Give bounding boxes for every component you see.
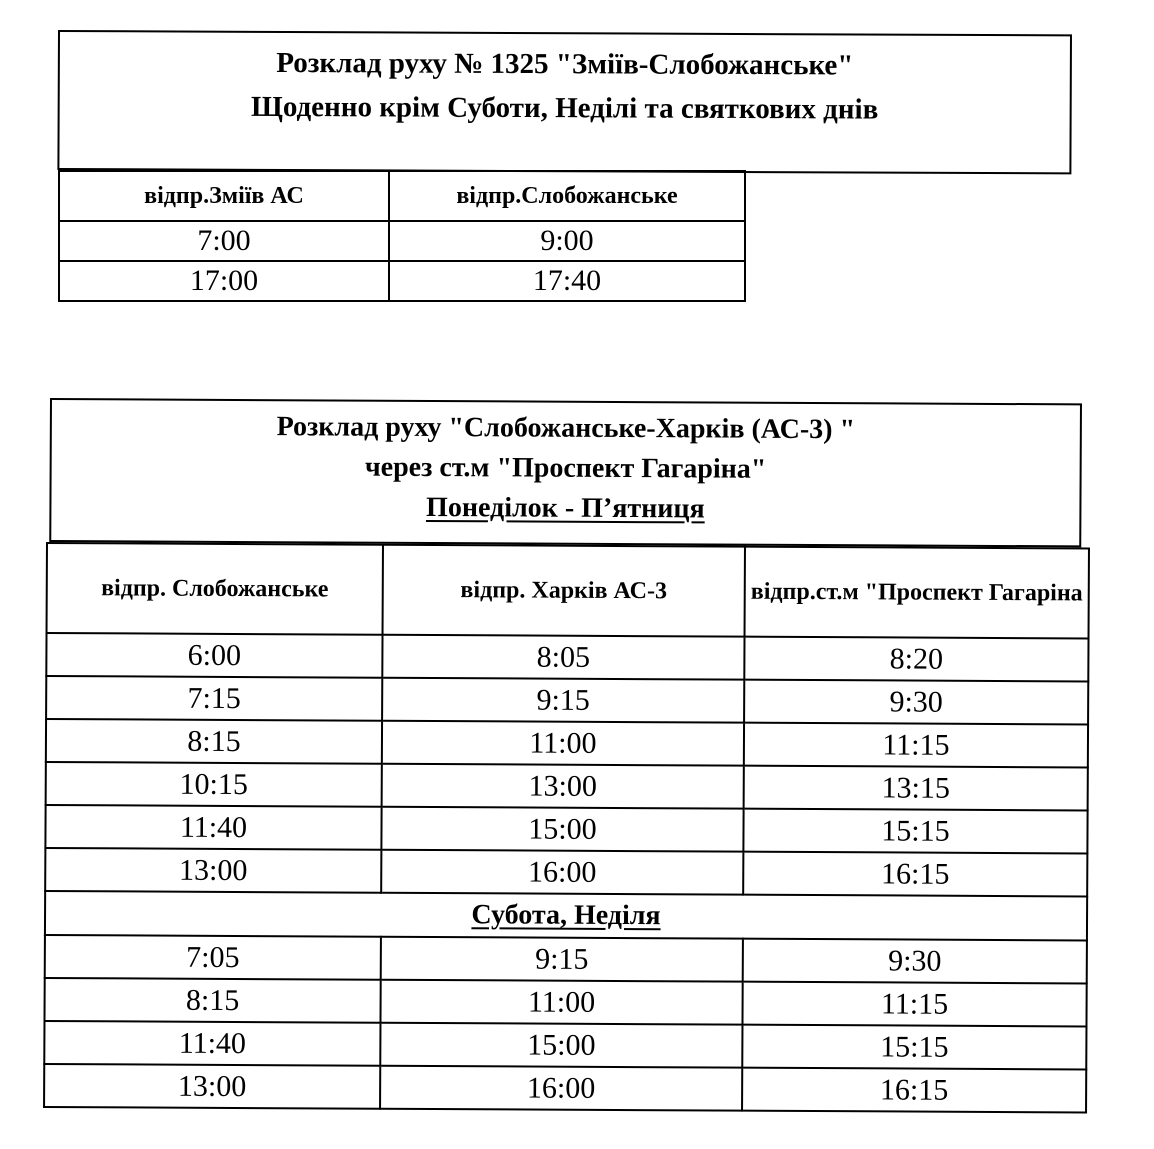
weekend-label: Субота, Неділя (471, 899, 661, 932)
schedule1-table (58, 170, 746, 302)
table-row (59, 261, 745, 301)
time-cell: 15:00 (380, 1023, 742, 1068)
table-row (59, 221, 745, 261)
time-cell: 8:15 (46, 719, 382, 764)
time-cell: 11:15 (742, 982, 1086, 1027)
time-cell: 7:00 (59, 221, 389, 261)
time-cell: 7:15 (46, 676, 382, 721)
table-row (45, 848, 1087, 896)
schedule1-title-box (57, 30, 1072, 174)
schedule2-table (43, 542, 1090, 1113)
schedule2-title-box (49, 398, 1082, 547)
table-row (46, 633, 1088, 681)
time-cell: 9:30 (743, 939, 1087, 984)
time-cell: 15:00 (381, 807, 743, 852)
time-cell: 15:15 (742, 1025, 1086, 1070)
time-cell: 15:15 (743, 809, 1087, 854)
schedule2-weekday-label: Понеділок - П’ятниця (426, 491, 705, 525)
schedule1-title: Розклад руху № 1325 "Зміїв-Слобожанське" (276, 46, 854, 82)
time-cell: 16:00 (381, 850, 743, 895)
time-cell: 9:15 (382, 678, 744, 723)
table-row (45, 935, 1087, 983)
schedule2-header-kharkiv: відпр. Харків АС-3 (383, 545, 745, 637)
schedule2-header-row (47, 543, 1089, 638)
time-cell: 13:15 (744, 766, 1088, 811)
time-cell: 8:05 (382, 635, 744, 680)
table-row (46, 719, 1088, 767)
schedule2-subtitle: через ст.м "Проспект Гагаріна" (364, 451, 767, 485)
schedule1-header-row (59, 171, 745, 221)
time-cell: 17:00 (59, 261, 389, 301)
schedule1-header-zmiiv: відпр.Зміїв АС (59, 171, 389, 221)
time-cell: 16:00 (380, 1066, 742, 1111)
table-row (46, 762, 1088, 810)
time-cell: 11:40 (44, 1021, 380, 1066)
schedule2-title: Розклад руху "Слобожанське-Харків (АС-3) " (276, 411, 856, 446)
time-cell: 11:40 (45, 805, 381, 850)
time-cell: 11:15 (744, 723, 1088, 768)
schedule1-subtitle: Щоденно крім Суботи, Неділі та святкових днів (250, 90, 879, 126)
time-cell: 16:15 (742, 1068, 1086, 1113)
schedule2-header-slobozhanske: відпр. Слобожанське (47, 543, 383, 635)
time-cell: 8:15 (44, 978, 380, 1023)
time-cell: 16:15 (743, 852, 1087, 897)
time-cell: 13:00 (45, 848, 381, 893)
time-cell: 7:05 (45, 935, 381, 980)
table-row (46, 676, 1088, 724)
table-row (44, 978, 1086, 1026)
time-cell: 8:20 (744, 637, 1088, 682)
time-cell: 13:00 (382, 764, 744, 809)
schedule2-header-gagarina: відпр.ст.м "Проспект Гагаріна (745, 547, 1089, 639)
time-cell: 9:30 (744, 680, 1088, 725)
time-cell: 9:15 (381, 937, 743, 982)
schedule1-header-slobozhanske: відпр.Слобожанське (389, 171, 745, 221)
time-cell: 9:00 (389, 221, 745, 261)
weekend-section-row (45, 891, 1087, 940)
time-cell: 10:15 (46, 762, 382, 807)
table-row (45, 805, 1087, 853)
time-cell: 17:40 (389, 261, 745, 301)
table-row (44, 1064, 1086, 1112)
table-row (44, 1021, 1086, 1069)
time-cell: 6:00 (46, 633, 382, 678)
time-cell: 11:00 (382, 721, 744, 766)
time-cell: 11:00 (380, 980, 742, 1025)
time-cell: 13:00 (44, 1064, 380, 1109)
weekend-section-cell (45, 891, 1087, 940)
